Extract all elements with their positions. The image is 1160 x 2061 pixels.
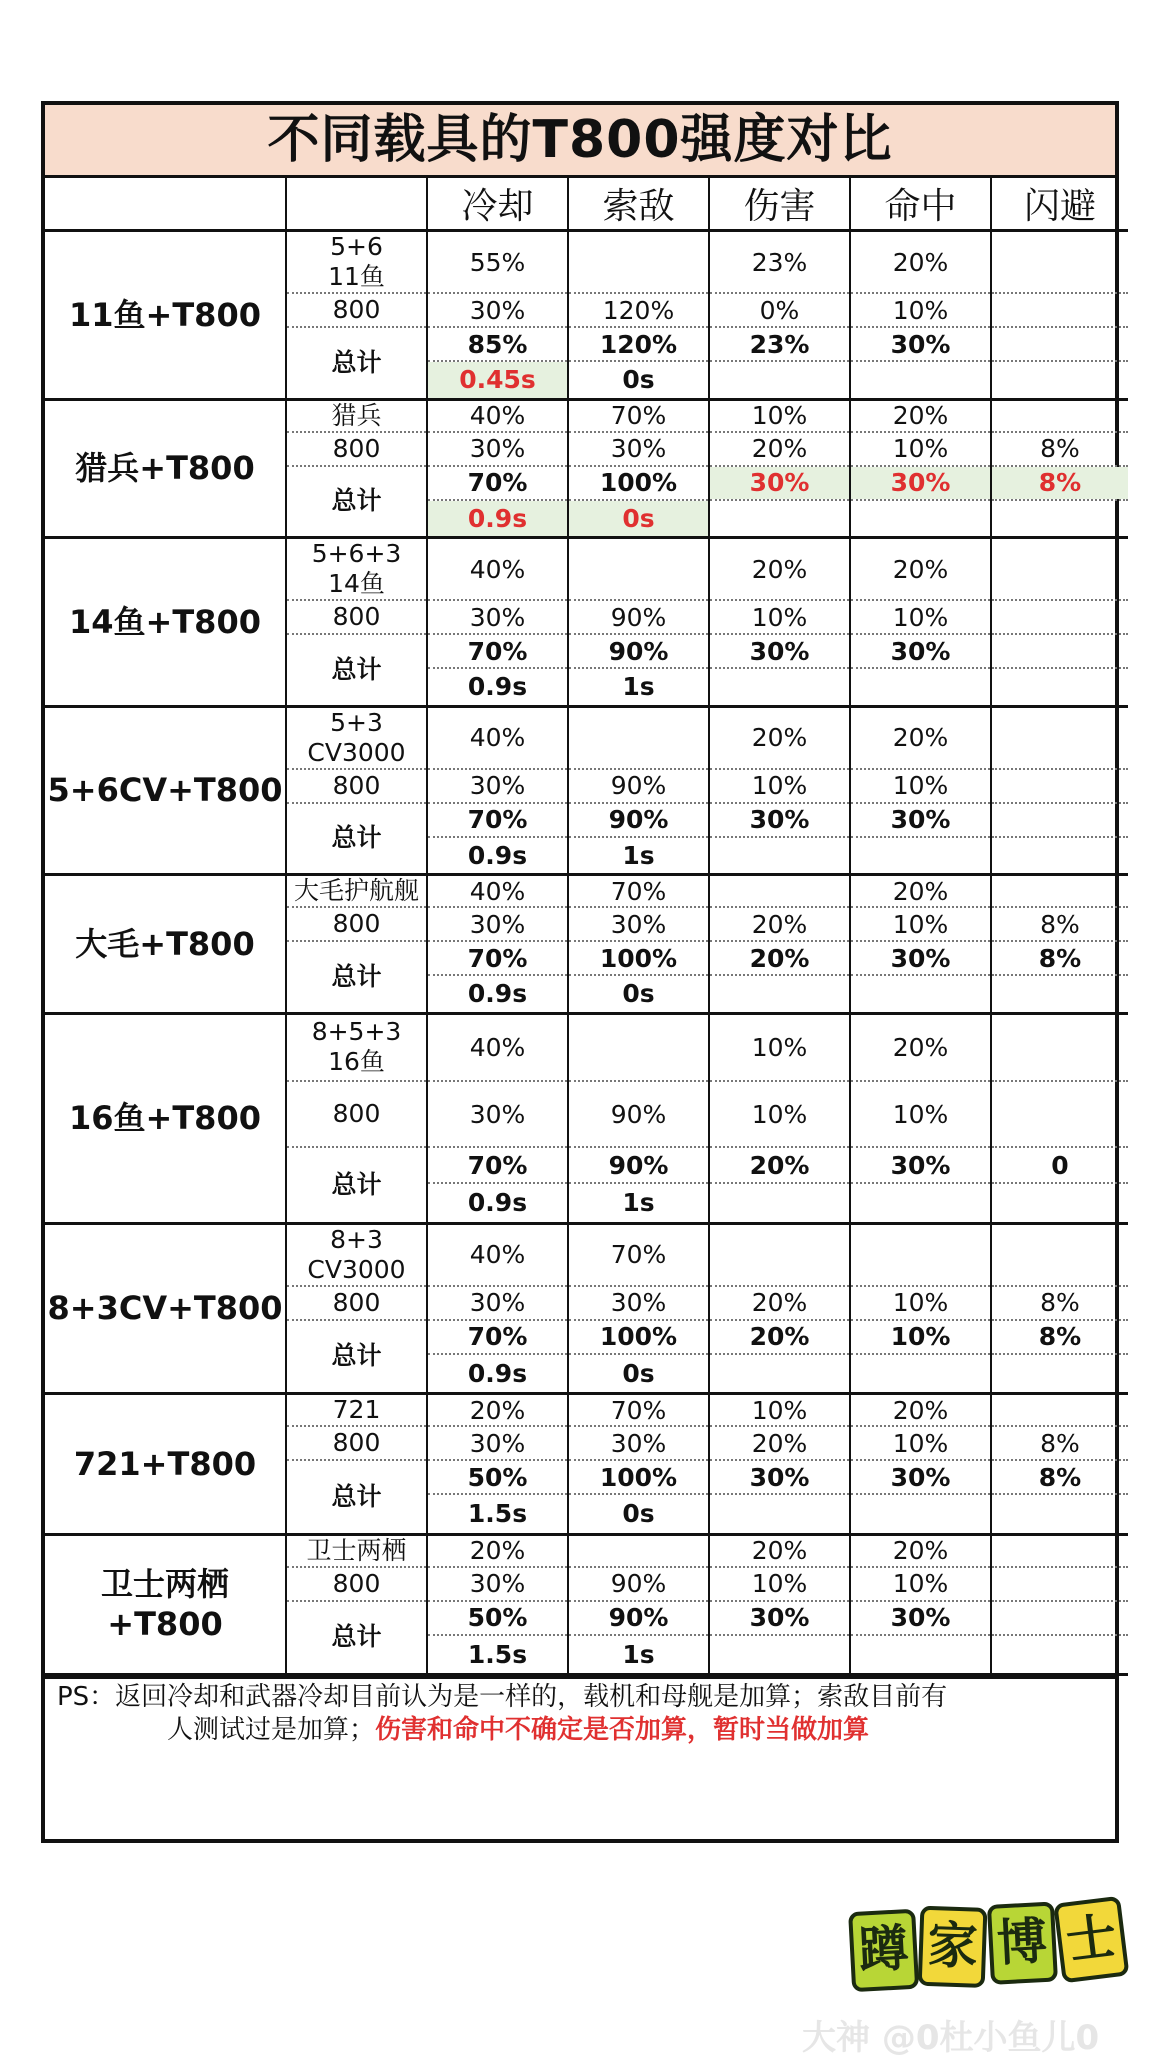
value-cell: 1.5s: [427, 1494, 568, 1534]
watermark: 大神 @0杜小鱼儿0: [802, 2018, 1100, 2058]
value-cell: 10%: [850, 600, 991, 634]
group-name: 大毛+T800: [45, 875, 286, 1014]
group-name: 猎兵+T800: [45, 399, 286, 538]
value-cell: 0.9s: [427, 837, 568, 875]
value-cell: 90%: [568, 600, 709, 634]
value-cell: [991, 399, 1128, 432]
source-cell: 8+3 CV3000: [286, 1223, 427, 1286]
value-cell: [991, 875, 1128, 908]
value-cell: 20%: [709, 1147, 850, 1183]
value-cell: [568, 538, 709, 601]
value-cell: 0s: [568, 500, 709, 538]
value-cell: 30%: [427, 1081, 568, 1147]
column-header: 伤害: [709, 178, 850, 231]
source-cell: 721: [286, 1394, 427, 1427]
value-cell: 20%: [850, 231, 991, 294]
value-cell: 10%: [850, 432, 991, 466]
source-cell: 800: [286, 432, 427, 466]
value-cell: 30%: [850, 941, 991, 975]
value-cell: 100%: [568, 1320, 709, 1354]
source-cell: 5+6+3 14鱼: [286, 538, 427, 601]
value-cell: 0.45s: [427, 361, 568, 399]
table-row: [45, 706, 1128, 769]
value-cell: [991, 1081, 1128, 1147]
value-cell: 90%: [568, 1147, 709, 1183]
value-cell: 30%: [850, 1460, 991, 1494]
value-cell: 10%: [709, 1013, 850, 1081]
value-cell: [991, 1567, 1128, 1601]
value-cell: [991, 1494, 1128, 1534]
source-cell: 800: [286, 1426, 427, 1460]
value-cell: 90%: [568, 1081, 709, 1147]
group-name: 14鱼+T800: [45, 538, 286, 707]
source-cell: 800: [286, 600, 427, 634]
value-cell: [991, 803, 1128, 837]
value-cell: 8%: [991, 1426, 1128, 1460]
value-cell: 20%: [850, 1394, 991, 1427]
total-label: 总计: [286, 941, 427, 1013]
value-cell: 8%: [991, 466, 1128, 500]
value-cell: [709, 975, 850, 1013]
value-cell: [850, 1354, 991, 1394]
value-cell: 30%: [568, 1426, 709, 1460]
value-cell: 30%: [427, 432, 568, 466]
value-cell: 30%: [850, 1147, 991, 1183]
value-cell: 10%: [850, 1320, 991, 1354]
value-cell: [709, 1635, 850, 1675]
value-cell: 20%: [709, 1286, 850, 1320]
value-cell: [568, 1534, 709, 1567]
value-cell: 1s: [568, 668, 709, 706]
total-label: 总计: [286, 1460, 427, 1534]
value-cell: [850, 1183, 991, 1223]
value-cell: 70%: [568, 1223, 709, 1286]
value-cell: [991, 1013, 1128, 1081]
value-cell: [991, 1534, 1128, 1567]
value-cell: 30%: [427, 769, 568, 803]
value-cell: [709, 361, 850, 399]
value-cell: [991, 500, 1128, 538]
value-cell: 20%: [850, 538, 991, 601]
total-label: 总计: [286, 634, 427, 706]
value-cell: 40%: [427, 538, 568, 601]
value-cell: 0.9s: [427, 1354, 568, 1394]
value-cell: 30%: [427, 1567, 568, 1601]
total-label: 总计: [286, 466, 427, 538]
value-cell: 30%: [850, 327, 991, 361]
table-row: [45, 1534, 1128, 1567]
value-cell: 30%: [568, 907, 709, 941]
value-cell: [991, 1635, 1128, 1675]
source-cell: 800: [286, 907, 427, 941]
value-cell: 90%: [568, 803, 709, 837]
value-cell: 23%: [709, 327, 850, 361]
value-cell: 0.9s: [427, 975, 568, 1013]
value-cell: 10%: [850, 1081, 991, 1147]
column-header: 冷却: [427, 178, 568, 231]
value-cell: [709, 875, 850, 908]
value-cell: 55%: [427, 231, 568, 294]
value-cell: 30%: [850, 466, 991, 500]
source-cell: 卫士两栖: [286, 1534, 427, 1567]
value-cell: 0s: [568, 1494, 709, 1534]
value-cell: 10%: [850, 1567, 991, 1601]
value-cell: 85%: [427, 327, 568, 361]
group-name: 11鱼+T800: [45, 231, 286, 400]
value-cell: 70%: [427, 466, 568, 500]
value-cell: 20%: [427, 1394, 568, 1427]
value-cell: [709, 500, 850, 538]
value-cell: 8%: [991, 907, 1128, 941]
value-cell: 30%: [709, 803, 850, 837]
value-cell: [850, 837, 991, 875]
total-label: 总计: [286, 1320, 427, 1394]
value-cell: [709, 837, 850, 875]
group-name: 5+6CV+T800: [45, 706, 286, 875]
value-cell: [991, 1183, 1128, 1223]
value-cell: 10%: [850, 1286, 991, 1320]
value-cell: [991, 634, 1128, 668]
value-cell: 20%: [709, 907, 850, 941]
value-cell: 120%: [568, 327, 709, 361]
header-empty: [45, 178, 286, 231]
value-cell: 20%: [850, 399, 991, 432]
value-cell: [991, 769, 1128, 803]
value-cell: 0s: [568, 1354, 709, 1394]
source-cell: 5+6 11鱼: [286, 231, 427, 294]
value-cell: 0.9s: [427, 668, 568, 706]
value-cell: 0%: [709, 293, 850, 327]
value-cell: [850, 361, 991, 399]
value-cell: 30%: [709, 1460, 850, 1494]
value-cell: [991, 706, 1128, 769]
value-cell: 1s: [568, 1635, 709, 1675]
value-cell: 10%: [850, 1426, 991, 1460]
total-label: 总计: [286, 1601, 427, 1675]
value-cell: 20%: [427, 1534, 568, 1567]
value-cell: 70%: [427, 1320, 568, 1354]
value-cell: 120%: [568, 293, 709, 327]
value-cell: 20%: [850, 1013, 991, 1081]
value-cell: 50%: [427, 1460, 568, 1494]
value-cell: [991, 361, 1128, 399]
value-cell: 30%: [568, 432, 709, 466]
value-cell: [709, 668, 850, 706]
value-cell: 30%: [850, 803, 991, 837]
value-cell: 10%: [850, 907, 991, 941]
value-cell: 8%: [991, 432, 1128, 466]
comparison-sheet: [41, 101, 1119, 1843]
table-row: [45, 231, 1128, 294]
ps-line-2-plain: 人测试过是加算；: [167, 1715, 376, 1745]
ps-line-1: PS：返回冷却和武器冷却目前认为是一样的，载机和母舰是加算；索敌目前有: [57, 1682, 948, 1712]
value-cell: [568, 231, 709, 294]
value-cell: [568, 706, 709, 769]
value-cell: 0s: [568, 361, 709, 399]
column-header: 闪避: [991, 178, 1128, 231]
ps-line-2-highlight: 伤害和命中不确定是否加算，暂时当做加算: [375, 1715, 870, 1745]
table-row: [45, 399, 1128, 432]
column-header: 命中: [850, 178, 991, 231]
value-cell: 20%: [709, 1426, 850, 1460]
value-cell: 8%: [991, 1286, 1128, 1320]
value-cell: 100%: [568, 466, 709, 500]
value-cell: 1s: [568, 1183, 709, 1223]
value-cell: [709, 1354, 850, 1394]
logo-char: 蹲: [848, 1909, 919, 1992]
column-header: 索敌: [568, 178, 709, 231]
value-cell: [991, 837, 1128, 875]
table-row: [45, 538, 1128, 601]
value-cell: 0.9s: [427, 1183, 568, 1223]
total-label: 总计: [286, 803, 427, 875]
value-cell: 8%: [991, 1320, 1128, 1354]
value-cell: [568, 1013, 709, 1081]
logo-char: 士: [1053, 1896, 1129, 1984]
value-cell: 8%: [991, 1460, 1128, 1494]
group-name: 721+T800: [45, 1394, 286, 1535]
total-label: 总计: [286, 327, 427, 399]
value-cell: [991, 1601, 1128, 1635]
source-cell: 800: [286, 769, 427, 803]
value-cell: 100%: [568, 941, 709, 975]
value-cell: 20%: [850, 706, 991, 769]
table-row: [45, 875, 1128, 908]
value-cell: 30%: [427, 293, 568, 327]
value-cell: 70%: [427, 803, 568, 837]
value-cell: 70%: [427, 1147, 568, 1183]
page-title: 不同载具的T800强度对比: [45, 105, 1115, 178]
value-cell: [850, 975, 991, 1013]
value-cell: 90%: [568, 634, 709, 668]
logo-badge: [848, 1898, 1127, 1992]
value-cell: 10%: [850, 769, 991, 803]
value-cell: [850, 1635, 991, 1675]
value-cell: [991, 538, 1128, 601]
value-cell: 20%: [709, 538, 850, 601]
value-cell: 100%: [568, 1460, 709, 1494]
ps-note: [45, 1676, 1115, 1747]
value-cell: [991, 1223, 1128, 1286]
value-cell: [850, 500, 991, 538]
value-cell: 20%: [709, 706, 850, 769]
value-cell: 0: [991, 1147, 1128, 1183]
source-cell: 大毛护航舰: [286, 875, 427, 908]
value-cell: 20%: [850, 1534, 991, 1567]
value-cell: [850, 1223, 991, 1286]
source-cell: 800: [286, 1567, 427, 1601]
value-cell: 1s: [568, 837, 709, 875]
value-cell: 10%: [709, 399, 850, 432]
value-cell: 10%: [709, 1394, 850, 1427]
value-cell: [991, 293, 1128, 327]
value-cell: 30%: [427, 600, 568, 634]
value-cell: 40%: [427, 1013, 568, 1081]
table-row: [45, 1013, 1128, 1081]
value-cell: [991, 600, 1128, 634]
value-cell: 8%: [991, 941, 1128, 975]
value-cell: 30%: [709, 634, 850, 668]
value-cell: 20%: [709, 1320, 850, 1354]
source-cell: 800: [286, 1081, 427, 1147]
value-cell: 23%: [709, 231, 850, 294]
value-cell: 70%: [568, 399, 709, 432]
value-cell: 90%: [568, 1601, 709, 1635]
group-name: 卫士两栖 +T800: [45, 1534, 286, 1675]
ps-line-2: [57, 1714, 1103, 1747]
logo-char: 家: [918, 1906, 988, 1988]
value-cell: 40%: [427, 399, 568, 432]
group-name: 8+3CV+T800: [45, 1223, 286, 1394]
value-cell: 30%: [709, 466, 850, 500]
value-cell: [991, 231, 1128, 294]
value-cell: 0s: [568, 975, 709, 1013]
source-cell: 800: [286, 1286, 427, 1320]
value-cell: 30%: [709, 1601, 850, 1635]
value-cell: 50%: [427, 1601, 568, 1635]
value-cell: 10%: [709, 600, 850, 634]
source-cell: 猎兵: [286, 399, 427, 432]
source-cell: 8+5+3 16鱼: [286, 1013, 427, 1081]
logo-char: 博: [986, 1901, 1057, 1984]
value-cell: [709, 1494, 850, 1534]
header-empty: [286, 178, 427, 231]
value-cell: [850, 668, 991, 706]
value-cell: [991, 1354, 1128, 1394]
value-cell: 0.9s: [427, 500, 568, 538]
value-cell: 10%: [850, 293, 991, 327]
value-cell: 90%: [568, 769, 709, 803]
value-cell: [850, 1494, 991, 1534]
value-cell: 70%: [568, 1394, 709, 1427]
value-cell: 20%: [709, 1534, 850, 1567]
value-cell: 40%: [427, 706, 568, 769]
value-cell: 1.5s: [427, 1635, 568, 1675]
value-cell: 30%: [427, 907, 568, 941]
group-name: 16鱼+T800: [45, 1013, 286, 1223]
value-cell: [709, 1183, 850, 1223]
value-cell: 30%: [568, 1286, 709, 1320]
value-cell: 20%: [709, 432, 850, 466]
source-cell: 800: [286, 293, 427, 327]
total-label: 总计: [286, 1147, 427, 1223]
value-cell: 30%: [427, 1426, 568, 1460]
value-cell: 30%: [427, 1286, 568, 1320]
header-row: [45, 178, 1128, 231]
value-cell: 40%: [427, 1223, 568, 1286]
source-cell: 5+3 CV3000: [286, 706, 427, 769]
value-cell: 20%: [709, 941, 850, 975]
value-cell: 30%: [850, 1601, 991, 1635]
value-cell: 70%: [427, 634, 568, 668]
value-cell: 10%: [709, 1567, 850, 1601]
value-cell: [709, 1223, 850, 1286]
table-row: [45, 1223, 1128, 1286]
table-row: [45, 1394, 1128, 1427]
comparison-table: [45, 178, 1128, 1676]
value-cell: 40%: [427, 875, 568, 908]
value-cell: 10%: [709, 1081, 850, 1147]
value-cell: 10%: [709, 769, 850, 803]
value-cell: [991, 975, 1128, 1013]
value-cell: 90%: [568, 1567, 709, 1601]
value-cell: 30%: [850, 634, 991, 668]
value-cell: 20%: [850, 875, 991, 908]
value-cell: 70%: [427, 941, 568, 975]
value-cell: 70%: [568, 875, 709, 908]
value-cell: [991, 668, 1128, 706]
value-cell: [991, 1394, 1128, 1427]
value-cell: [991, 327, 1128, 361]
